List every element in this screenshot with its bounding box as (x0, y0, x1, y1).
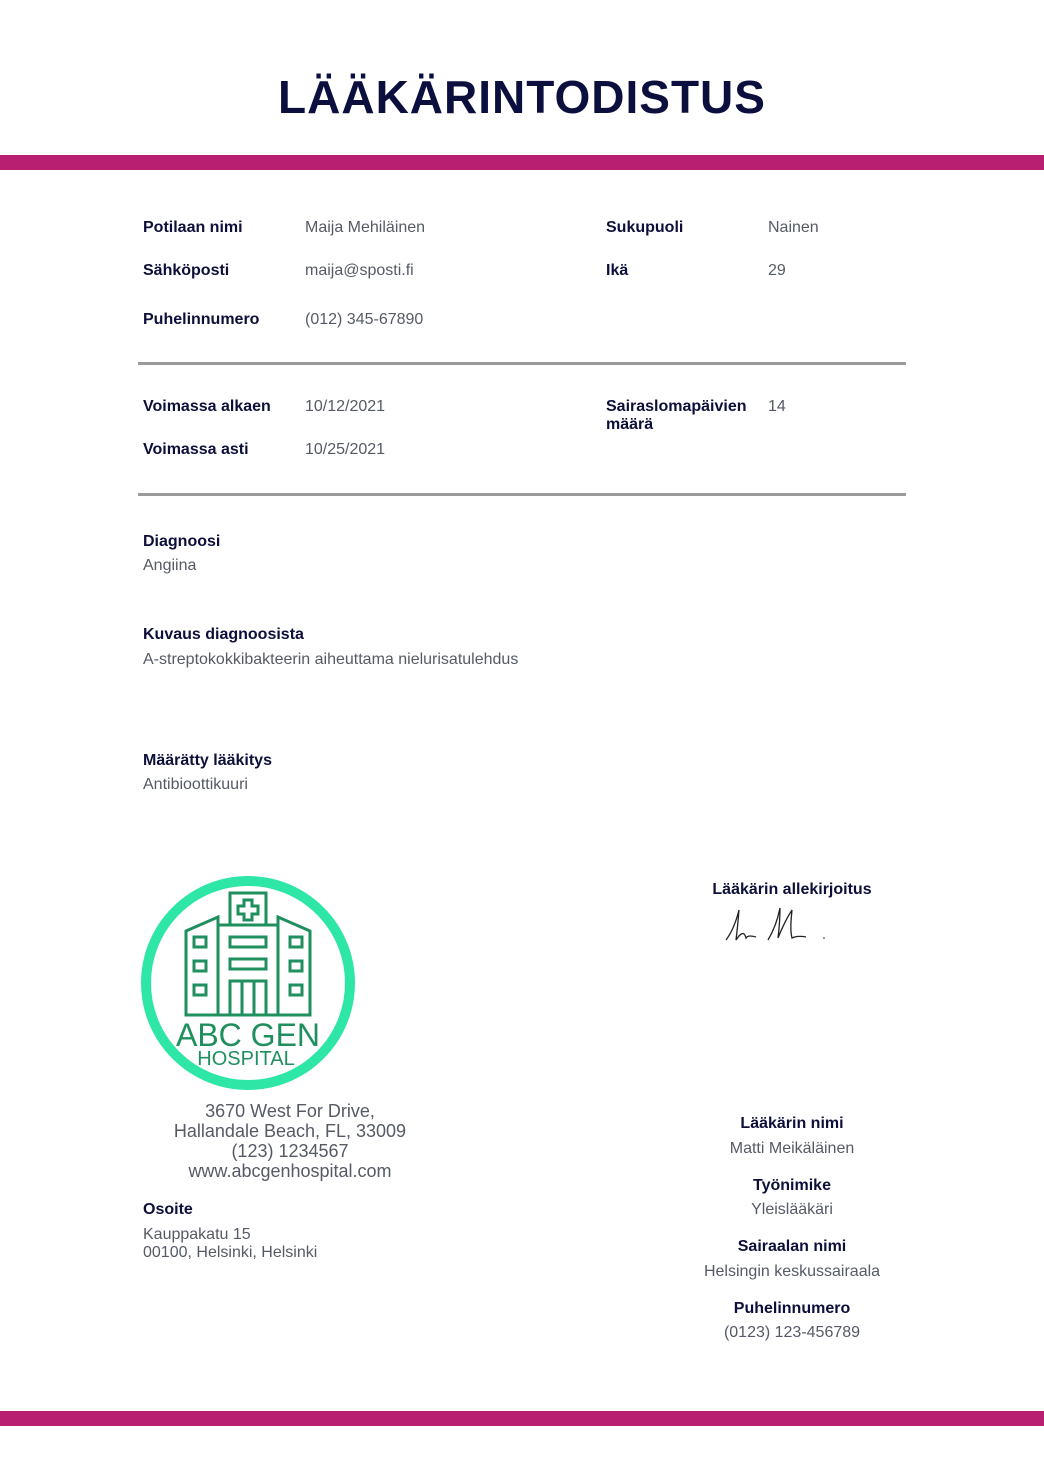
valid-to-label: Voimassa asti (143, 441, 249, 458)
hospital-logo (138, 873, 358, 1093)
valid-from-value: 10/12/2021 (305, 398, 386, 415)
email-label: Sähköposti (143, 262, 230, 279)
patient-name-value: Maija Mehiläinen (305, 219, 426, 236)
logo-text-2: HOSPITAL (197, 1048, 295, 1070)
valid-from-label: Voimassa alkaen (143, 398, 271, 415)
hospital-address (120, 1101, 460, 1181)
signature-label: Lääkärin allekirjoitus (712, 881, 872, 898)
hospital-name-label: Sairaalan nimi (737, 1238, 847, 1255)
sick-days-value: 14 (768, 398, 786, 415)
hospital-address-line-2: Hallandale Beach, FL, 33009 (173, 1121, 407, 1141)
doctor-name-value: Matti Meikäläinen (729, 1140, 855, 1157)
top-accent-bar (0, 155, 1044, 170)
patient-phone-value: (012) 345-67890 (305, 311, 424, 328)
diagnosis-description-label: Kuvaus diagnoosista (143, 626, 304, 643)
hospital-address-line-1: 3670 West For Drive, (205, 1101, 375, 1121)
diagnosis-value: Angiina (143, 557, 197, 574)
gender-value: Nainen (768, 219, 819, 236)
diagnosis-label: Diagnoosi (143, 533, 221, 550)
address-line-1: Kauppakatu 15 (143, 1226, 251, 1243)
gender-label: Sukupuoli (606, 219, 684, 236)
address-label: Osoite (143, 1201, 193, 1218)
job-title-value: Yleislääkäri (751, 1201, 833, 1218)
email-value: maija@sposti.fi (305, 262, 414, 279)
divider (138, 362, 906, 365)
hospital-phone: (123) 1234567 (231, 1141, 349, 1161)
diagnosis-description-value: A-streptokokkibakteerin aiheuttama nielurisatulehdus (143, 651, 519, 668)
page-title: LÄÄKÄRINTODISTUS (278, 71, 766, 123)
hospital-website[interactable]: www.abcgenhospital.com (188, 1161, 392, 1181)
patient-phone-label: Puhelinnumero (143, 311, 260, 328)
divider (138, 493, 906, 496)
patient-name-label: Potilaan nimi (143, 219, 243, 236)
job-title-label: Työnimike (753, 1177, 831, 1194)
valid-to-value: 10/25/2021 (305, 441, 386, 458)
address-line-2: 00100, Helsinki, Helsinki (143, 1244, 318, 1261)
bottom-accent-bar (0, 1411, 1044, 1426)
doctor-phone-value: (0123) 123-456789 (723, 1324, 861, 1341)
age-label: Ikä (606, 262, 629, 279)
medication-value: Antibioottikuuri (143, 776, 248, 793)
hospital-name-value: Helsingin keskussairaala (703, 1263, 881, 1280)
doctor-signature (720, 902, 830, 948)
doctor-phone-label: Puhelinnumero (733, 1300, 851, 1317)
medication-label: Määrätty lääkitys (143, 752, 272, 769)
logo-text-1: ABC GEN (175, 1017, 321, 1053)
address-value (143, 1226, 317, 1262)
hospital-building-icon (138, 873, 358, 1093)
sick-days-label: Sairaslomapäivien määrä (606, 398, 747, 433)
age-value: 29 (768, 262, 786, 279)
doctor-name-label: Lääkärin nimi (740, 1115, 844, 1132)
